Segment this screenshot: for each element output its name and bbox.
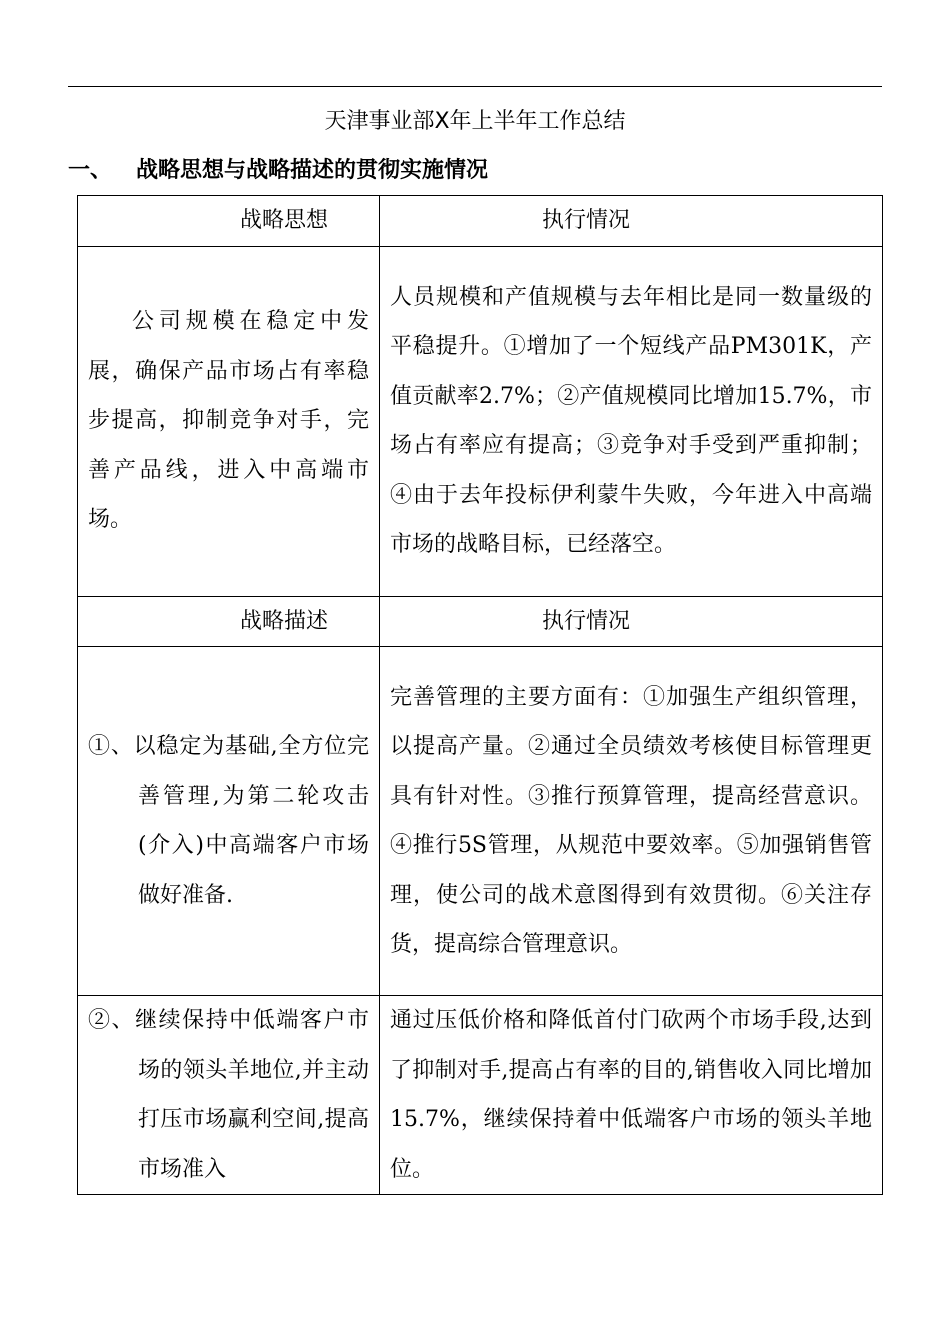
header-execution-status: 执行情况 [380,596,883,647]
execution-status-cell: 完善管理的主要方面有：①加强生产组织管理，以提高产量。②通过全员绩效考核使目标管理更具有针对性。③推行预算管理，提高经营意识。④推行5S管理，从规范中要效率。⑤加强销售管理，使公司的战术意图得到有效贯彻。⑥关注存货，提高综合管理意识。 [380,647,883,996]
document-title: 天津事业部X年上半年工作总结 [324,109,626,134]
strategy-table [77,195,883,1195]
strategy-thought-cell: 公司规模在稳定中发展，确保产品市场占有率稳步提高，抑制竞争对手，完善产品线，进入中高端市场。 [78,246,380,596]
table-header-row [78,596,883,647]
table-row [78,647,883,996]
header-execution-status: 执行情况 [380,196,883,247]
section-heading-text: 战略思想与战略描述的贯彻实施情况 [136,158,489,183]
table-header-row [78,196,883,247]
table-row [78,996,883,1195]
execution-status-cell: 人员规模和产值规模与去年相比是同一数量级的平稳提升。①增加了一个短线产品PM301K，产值贡献率2.7%；②产值规模同比增加15.7%，市场占有率应有提高；③竞争对手受到严重抑制；④由于去年投标伊利蒙牛失败，今年进入中高端市场的战略目标，已经落空。 [380,246,883,596]
header-strategy-description: 战略描述 [78,596,380,647]
section-heading [68,154,488,188]
header-rule [68,86,882,87]
execution-status-cell: 通过压低价格和降低首付门砍两个市场手段,达到了抑制对手,提高占有率的目的,销售收入同比增加15.7%，继续保持着中低端客户市场的领头羊地位。 [380,996,883,1195]
table-row [78,246,883,596]
header-strategy-thought: 战略思想 [78,196,380,247]
section-number: 一、 [68,158,113,183]
strategy-description-cell: ①、以稳定为基础,全方位完善管理,为第二轮攻击(介入)中高端客户市场做好准备. [78,647,380,996]
strategy-description-cell: ②、继续保持中低端客户市场的领头羊地位,并主动打压市场赢利空间,提高市场准入 [78,996,380,1195]
